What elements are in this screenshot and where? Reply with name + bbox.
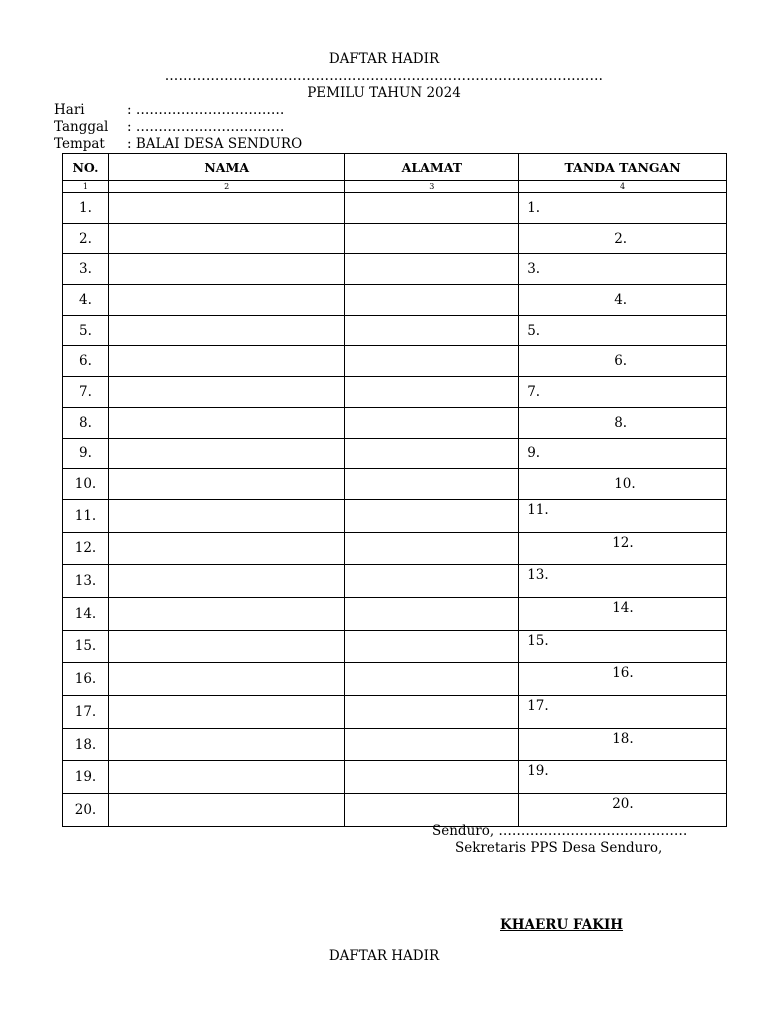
alamat-cell xyxy=(345,794,519,827)
signature-cell: 13. xyxy=(519,565,727,598)
alamat-cell xyxy=(345,193,519,224)
signature-cell: 17. xyxy=(519,696,727,729)
table-row xyxy=(63,663,727,696)
row-number: 9. xyxy=(63,438,109,469)
row-number: 16. xyxy=(63,663,109,696)
alamat-cell xyxy=(345,285,519,316)
footer-role: Sekretaris PPS Desa Senduro, xyxy=(455,840,663,856)
table-row xyxy=(63,794,727,827)
meta-hari xyxy=(54,102,284,118)
col-number-2: 2 xyxy=(108,181,345,193)
meta-tanggal xyxy=(54,119,284,135)
col-header-no: NO. xyxy=(63,154,109,181)
signature-cell: 5. xyxy=(519,315,727,346)
nama-cell xyxy=(108,193,345,224)
alamat-cell xyxy=(345,438,519,469)
alamat-cell xyxy=(345,315,519,346)
meta-hari-label: Hari xyxy=(54,102,85,118)
meta-tanggal-value: : …………………………… xyxy=(127,119,285,135)
title-dotted-line: …………………………………………………………………………………… xyxy=(164,68,604,84)
nama-cell xyxy=(108,285,345,316)
alamat-cell xyxy=(345,254,519,285)
row-number: 5. xyxy=(63,315,109,346)
meta-tempat-value: : BALAI DESA SENDURO xyxy=(127,136,303,152)
alamat-cell xyxy=(345,532,519,565)
column-number-row xyxy=(63,181,727,193)
meta-tanggal-label: Tanggal xyxy=(54,119,109,135)
table-row xyxy=(63,438,727,469)
document-title: DAFTAR HADIR xyxy=(328,51,440,67)
col-header-tanda-tangan: TANDA TANGAN xyxy=(519,154,727,181)
alamat-cell xyxy=(345,223,519,254)
alamat-cell xyxy=(345,346,519,377)
row-number: 11. xyxy=(63,499,109,532)
signature-cell: 10. xyxy=(519,469,727,500)
table-row xyxy=(63,728,727,761)
nama-cell xyxy=(108,315,345,346)
table-row xyxy=(63,630,727,663)
alamat-cell xyxy=(345,469,519,500)
nama-cell xyxy=(108,223,345,254)
row-number: 2. xyxy=(63,223,109,254)
nama-cell xyxy=(108,377,345,408)
meta-hari-value: : …………………………… xyxy=(127,102,285,118)
signature-cell: 8. xyxy=(519,407,727,438)
alamat-cell xyxy=(345,630,519,663)
col-number-1: 1 xyxy=(63,181,109,193)
col-header-alamat: ALAMAT xyxy=(345,154,519,181)
row-number: 6. xyxy=(63,346,109,377)
table-row xyxy=(63,407,727,438)
signature-cell: 20. xyxy=(519,794,727,827)
table-row xyxy=(63,285,727,316)
attendance-table xyxy=(62,153,727,827)
table-row xyxy=(63,377,727,408)
table-row xyxy=(63,532,727,565)
nama-cell xyxy=(108,696,345,729)
signature-cell: 15. xyxy=(519,630,727,663)
row-number: 14. xyxy=(63,597,109,630)
next-page-title: DAFTAR HADIR xyxy=(328,948,440,964)
signature-cell: 2. xyxy=(519,223,727,254)
row-number: 7. xyxy=(63,377,109,408)
nama-cell xyxy=(108,532,345,565)
row-number: 10. xyxy=(63,469,109,500)
nama-cell xyxy=(108,346,345,377)
table-row xyxy=(63,499,727,532)
row-number: 18. xyxy=(63,728,109,761)
row-number: 12. xyxy=(63,532,109,565)
meta-tempat xyxy=(54,136,302,152)
signature-cell: 1. xyxy=(519,193,727,224)
signature-cell: 12. xyxy=(519,532,727,565)
signature-cell: 16. xyxy=(519,663,727,696)
row-number: 8. xyxy=(63,407,109,438)
footer-place-date: Senduro, …………………………………… xyxy=(432,823,688,839)
row-number: 13. xyxy=(63,565,109,598)
nama-cell xyxy=(108,254,345,285)
nama-cell xyxy=(108,438,345,469)
table-row xyxy=(63,696,727,729)
nama-cell xyxy=(108,794,345,827)
table-row xyxy=(63,469,727,500)
row-number: 1. xyxy=(63,193,109,224)
nama-cell xyxy=(108,630,345,663)
signature-cell: 7. xyxy=(519,377,727,408)
signature-cell: 3. xyxy=(519,254,727,285)
alamat-cell xyxy=(345,499,519,532)
alamat-cell xyxy=(345,663,519,696)
table-row xyxy=(63,315,727,346)
row-number: 15. xyxy=(63,630,109,663)
table-row xyxy=(63,565,727,598)
signature-cell: 11. xyxy=(519,499,727,532)
alamat-cell xyxy=(345,377,519,408)
nama-cell xyxy=(108,728,345,761)
row-number: 3. xyxy=(63,254,109,285)
nama-cell xyxy=(108,663,345,696)
table-row xyxy=(63,193,727,224)
row-number: 17. xyxy=(63,696,109,729)
table-row xyxy=(63,597,727,630)
col-header-nama: NAMA xyxy=(108,154,345,181)
nama-cell xyxy=(108,469,345,500)
alamat-cell xyxy=(345,696,519,729)
alamat-cell xyxy=(345,761,519,794)
signature-cell: 18. xyxy=(519,728,727,761)
table-row xyxy=(63,223,727,254)
signature-cell: 9. xyxy=(519,438,727,469)
nama-cell xyxy=(108,597,345,630)
document-subtitle: PEMILU TAHUN 2024 xyxy=(307,85,461,101)
alamat-cell xyxy=(345,728,519,761)
signature-cell: 14. xyxy=(519,597,727,630)
table-row xyxy=(63,346,727,377)
signature-cell: 6. xyxy=(519,346,727,377)
nama-cell xyxy=(108,565,345,598)
nama-cell xyxy=(108,761,345,794)
nama-cell xyxy=(108,499,345,532)
col-number-3: 3 xyxy=(345,181,519,193)
row-number: 20. xyxy=(63,794,109,827)
alamat-cell xyxy=(345,597,519,630)
alamat-cell xyxy=(345,565,519,598)
meta-tempat-label: Tempat xyxy=(54,136,105,152)
col-number-4: 4 xyxy=(519,181,727,193)
table-row xyxy=(63,254,727,285)
footer-signer-name: KHAERU FAKIH xyxy=(500,917,624,933)
nama-cell xyxy=(108,407,345,438)
row-number: 4. xyxy=(63,285,109,316)
alamat-cell xyxy=(345,407,519,438)
row-number: 19. xyxy=(63,761,109,794)
signature-cell: 4. xyxy=(519,285,727,316)
table-row xyxy=(63,761,727,794)
signature-cell: 19. xyxy=(519,761,727,794)
